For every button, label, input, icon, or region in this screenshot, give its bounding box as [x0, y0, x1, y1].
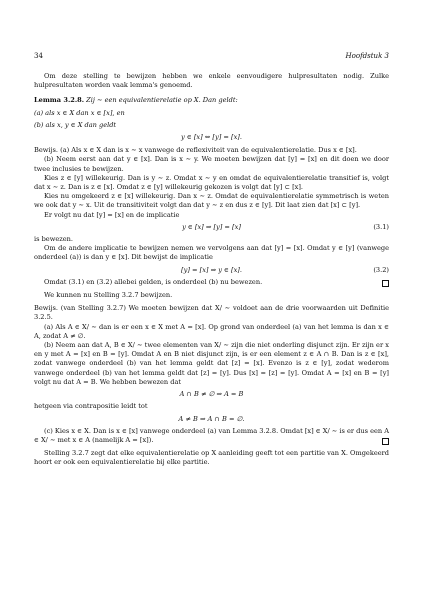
proof-b7-text: Omdat (3.1) en (3.2) allebei gelden, is onderdeel (b) nu bewezen.	[44, 277, 263, 286]
qed-box-icon	[382, 438, 389, 445]
lemma-statement: Zij ∼ een equivalentierelatie op X. Dan geldt:	[86, 96, 238, 105]
equation-3-1-number: (3.1)	[373, 222, 389, 231]
proof-b1: (b) Neem eerst aan dat y ∈ [x]. Dan is x ∼ y. We moeten bewijzen dat [y] = [x] en dit doen we door twee inclusies te bewijzen.	[34, 155, 389, 173]
proof2-p2: (a) Als A ∈ X/ ∼ dan is er een x ∈ X met A = [x]. Op grond van onderdeel (a) van het lemma is dan x ∈ A, zodat A ≠ ∅.	[34, 322, 389, 340]
closing-paragraph: Stelling 3.2.7 zegt dat elke equivalentierelatie op X aanleiding geeft tot een partitie van X. Omgekeerd hoort er ook een equivalentierelatie bij elke partitie.	[34, 449, 389, 467]
equation-3-2-number: (3.2)	[373, 265, 389, 274]
proof-b7	[34, 278, 389, 287]
proof-b3: Kies nu omgekeerd z ∈ [x] willekeurig. Dan x ∼ z. Omdat de equivalentierelatie symmetrisch is weten we ook dat y ∼ x. Uit de transitiviteit volgt dan dat y ∼ z en dus z ∈ [y]. Dit laat zien dat [x] ⊂ [y].	[34, 192, 389, 210]
proof-b2: Kies z ∈ [y] willekeurig. Dan is y ∼ z. Omdat x ∼ y en omdat de equivalentierelatie transitief is, volgt dat x ∼ z. Dan is z ∈ [x]. Omdat z ∈ [y] willekeurig gekozen is volgt dat [y] ⊂ [x].	[34, 173, 389, 192]
lemma-heading	[34, 96, 389, 105]
lemma-part-a-text: (a) als x ∈ X dan x ∈ [x], en	[34, 108, 125, 117]
page-body	[34, 72, 389, 468]
proof-b5: is bewezen.	[34, 235, 73, 244]
lemma-part-a	[34, 109, 389, 118]
lemma-label: Lemma 3.2.8.	[34, 96, 85, 105]
equation-3-1	[34, 223, 389, 232]
proof2-p5-text: (c) Kies x ∈ X. Dan is x ∈ [x] vanwege onderdeel (a) van Lemma 3.2.8. Omdat [x] ∈ X/ ∼ is er dus een A ∈ X/ ∼ met x ∈ A (namelijk A = [x]).	[34, 426, 389, 444]
equation-3-2	[34, 266, 389, 275]
transition-paragraph: We kunnen nu Stelling 3.2.7 bewijzen.	[44, 291, 173, 300]
page-number: 34	[34, 52, 43, 60]
proof2-p1: Bewijs. (van Stelling 3.2.7) We moeten bewijzen dat X/ ∼ voldoet aan de drie voorwaarden uit Definitie 3.2.5.	[34, 304, 389, 322]
equation-4: A ≠ B ⇒ A ∩ B = ∅.	[178, 414, 245, 423]
equation-3-2-body: [y] = [x] ⇒ y ∈ [x].	[181, 265, 242, 274]
page-header	[34, 52, 389, 61]
lemma-display-equation: y ∈ [x] ⇔ [y] = [x].	[181, 133, 242, 142]
proof2-p3: (b) Neem aan dat A, B ∈ X/ ∼ twee elementen van X/ ∼ zijn die niet onderling disjunct zijn. Er zijn er x en y met A = [x] en B = [y]. Omdat A en B niet disjunct zijn, is er een element z ∈ A ∩ B. Dan is z ∈ [x], zodat vanwege onderdeel (b) van het lemma geldt dat [z] = [x]. Evenzo is z ∈ [y], zodat wederom vanwege onderdeel (b) van het lemma geldt dat [z] = [y]. Dus [x] = [z] = [y]. Omdat A = [x] en B = [y] volgt nu dat A = B. We hebben bewezen dat	[34, 341, 389, 386]
chapter-title: Hoofdstuk 3	[345, 52, 389, 60]
equation-3: A ∩ B ≠ ∅ ⇒ A = B	[179, 390, 244, 399]
proof-a: Bewijs. (a) Als x ∈ X dan is x ∼ x vanwege de reflexiviteit van de equivalentierelatie. Dus x ∈ [x].	[34, 146, 357, 155]
proof2-p5	[34, 427, 389, 445]
lemma-part-b-text: (b) als x, y ∈ X dan geldt	[34, 120, 117, 129]
lemma-part-b	[34, 121, 389, 130]
qed-box-icon	[382, 280, 389, 287]
equation-3-1-body: y ∈ [x] ⇒ [y] = [x]	[182, 222, 241, 231]
proof-b6: Om de andere implicatie te bewijzen nemen we vervolgens aan dat [y] = [x]. Omdat y ∈ [y] (vanwege onderdeel (a)) is dan y ∈ [x]. Dit bewijst de implicatie	[34, 244, 389, 262]
proof2-p4: hetgeen via contrapositie leidt tot	[34, 402, 148, 411]
intro-paragraph: Om deze stelling te bewijzen hebben we enkele eenvoudigere hulpresultaten nodig. Zulke hulpresultaten worden vaak lemma's genoemd.	[34, 72, 389, 90]
proof-b4: Er volgt nu dat [y] = [x] en de implicatie	[44, 210, 180, 219]
